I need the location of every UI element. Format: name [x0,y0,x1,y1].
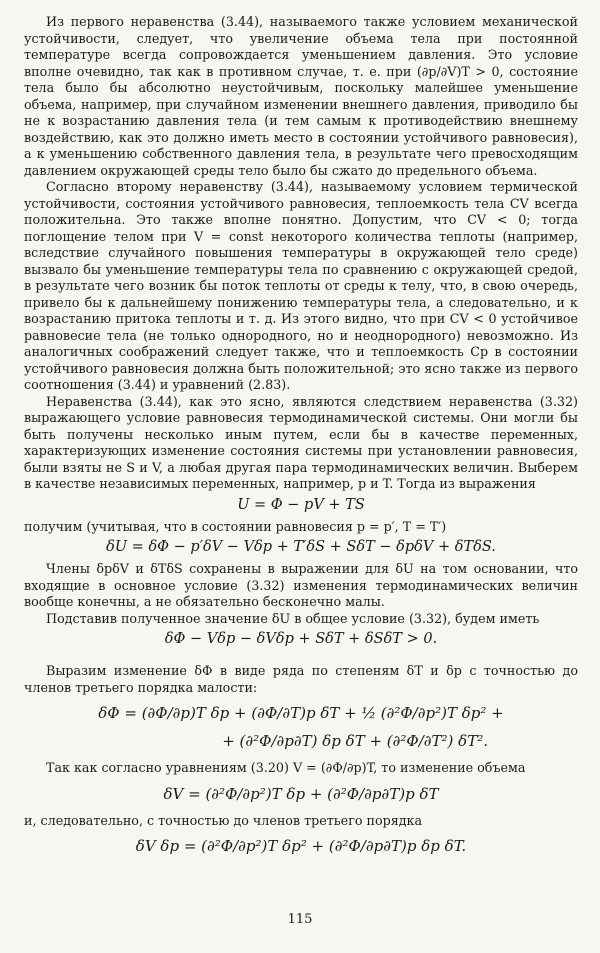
paragraph-mechanical-stability: Из первого неравенства (3.44), называемого также условием механической устойчивости, следует, что увеличение объема тела при постоянной температуре всегда сопровождается уменьшением давления. Это условие вполне очевидно, так как в противном случае, т. е. при (∂p/∂V)T > 0, состояние тела было бы абсолютно неустойчивым, поскольку малейшее уменьшение объема, например, при случайном изменении внешнего давления, приводило бы не к возрастанию давления тела (и тем самым к противодействию внешнему воздействию, как это должно иметь место в состоянии устойчивого равновесия), а к уменьшению собственного давления тела, в результате чего превосходящим давлением окружающей среды тело было бы сжато до предельного объема. [24,14,578,178]
paragraph-thermal-stability: Согласно второму неравенству (3.44), называемому условием термической устойчивости, состояния устойчивого равновесия, теплоемкость тела CV всегда положительна. Это также вполне понятно. Допустим, что CV < 0; тогда поглощение телом при V = const некоторого количества теплоты (например, вследствие случайного повышения температуры в окружающей тело среде) вызвало бы уменьшение температуры тела по сравнению с окружающей средой, в результате чего возник бы поток теплоты от среды к телу, что, в свою очередь, привело бы к дальнейшему понижению температуры тела, а следовательно, и к возрастанию притока теплоты и т. д. Из этого видно, что при CV < 0 устойчивое равновесие тела (не только однородного, но и неоднородного) невозможно. Из аналогичных соображений следует также, что и теплоемкость Cp в состоянии устойчивого равновесия должна быть положительной; это ясно также из первого соотношения (3.44) и уравнений (2.83). [24,179,578,392]
page-number: 115 [287,912,313,927]
paragraph-substitution: Подставив полученное значение δU в общее условие (3.32), будем иметь [46,610,540,626]
paragraph-volume-change: Так как согласно уравнениям (3.20) V = (∂Φ/∂p)T, то изменение объема [46,760,526,775]
equation-delta-phi-series: δΦ = (∂Φ/∂p)T δp + (∂Φ/∂T)p δT + ½ (∂²Φ/∂p²)T δp² + [98,704,504,722]
equation-u-definition: U = Φ − pV + TS [237,496,365,513]
paragraph-equilibrium-condition: получим (учитывая, что в состоянии равновесия p = p′, T = T′) [24,518,447,534]
paragraph-terms-kept: Члены δpδV и δTδS сохранены в выражении для δU на том основании, что входящие в основное условие (3.32) изменения термодинамических величин вообще конечны, а не обязательно бесконечно малы. [24,561,578,609]
equation-delta-v-delta-p: δV δp = (∂²Φ/∂p²)T δp² + (∂²Φ/∂p∂T)p δp δT. [135,837,467,855]
equation-delta-u: δU = δΦ − p′δV − Vδp + T′δS + SδT − δpδV + δTδS. [106,539,496,555]
equation-delta-v: δV = (∂²Φ/∂p²)T δp + (∂²Φ/∂p∂T)p δT [163,784,439,803]
equation-delta-phi-series-cont: + (∂²Φ/∂p∂T) δp δT + (∂²Φ/∂T²) δT². [222,732,488,750]
equation-inequality: δΦ − Vδp − δVδp + SδT + δSδT > 0. [164,631,438,647]
paragraph-series-expansion: Выразим изменение δΦ в виде ряда по степеням δT и δp с точностью до членов третьего порядка малости: [24,663,578,695]
paragraph-third-order: и, следовательно, с точностью до членов третьего порядка [24,812,423,828]
paragraph-inequalities-consequence: Неравенства (3.44), как это ясно, являются следствием неравенства (3.32) выражающего условие равновесия термодинамической системы. Они могли бы быть получены несколько иным путем, если бы в качестве переменных, характеризующих изменение состояния системы при установлении равновесия, были взяты не S и V, а любая другая пара термодинамических величин. Выберем в качестве независимых переменных, например, p и T. Тогда из выражения [24,393,578,491]
